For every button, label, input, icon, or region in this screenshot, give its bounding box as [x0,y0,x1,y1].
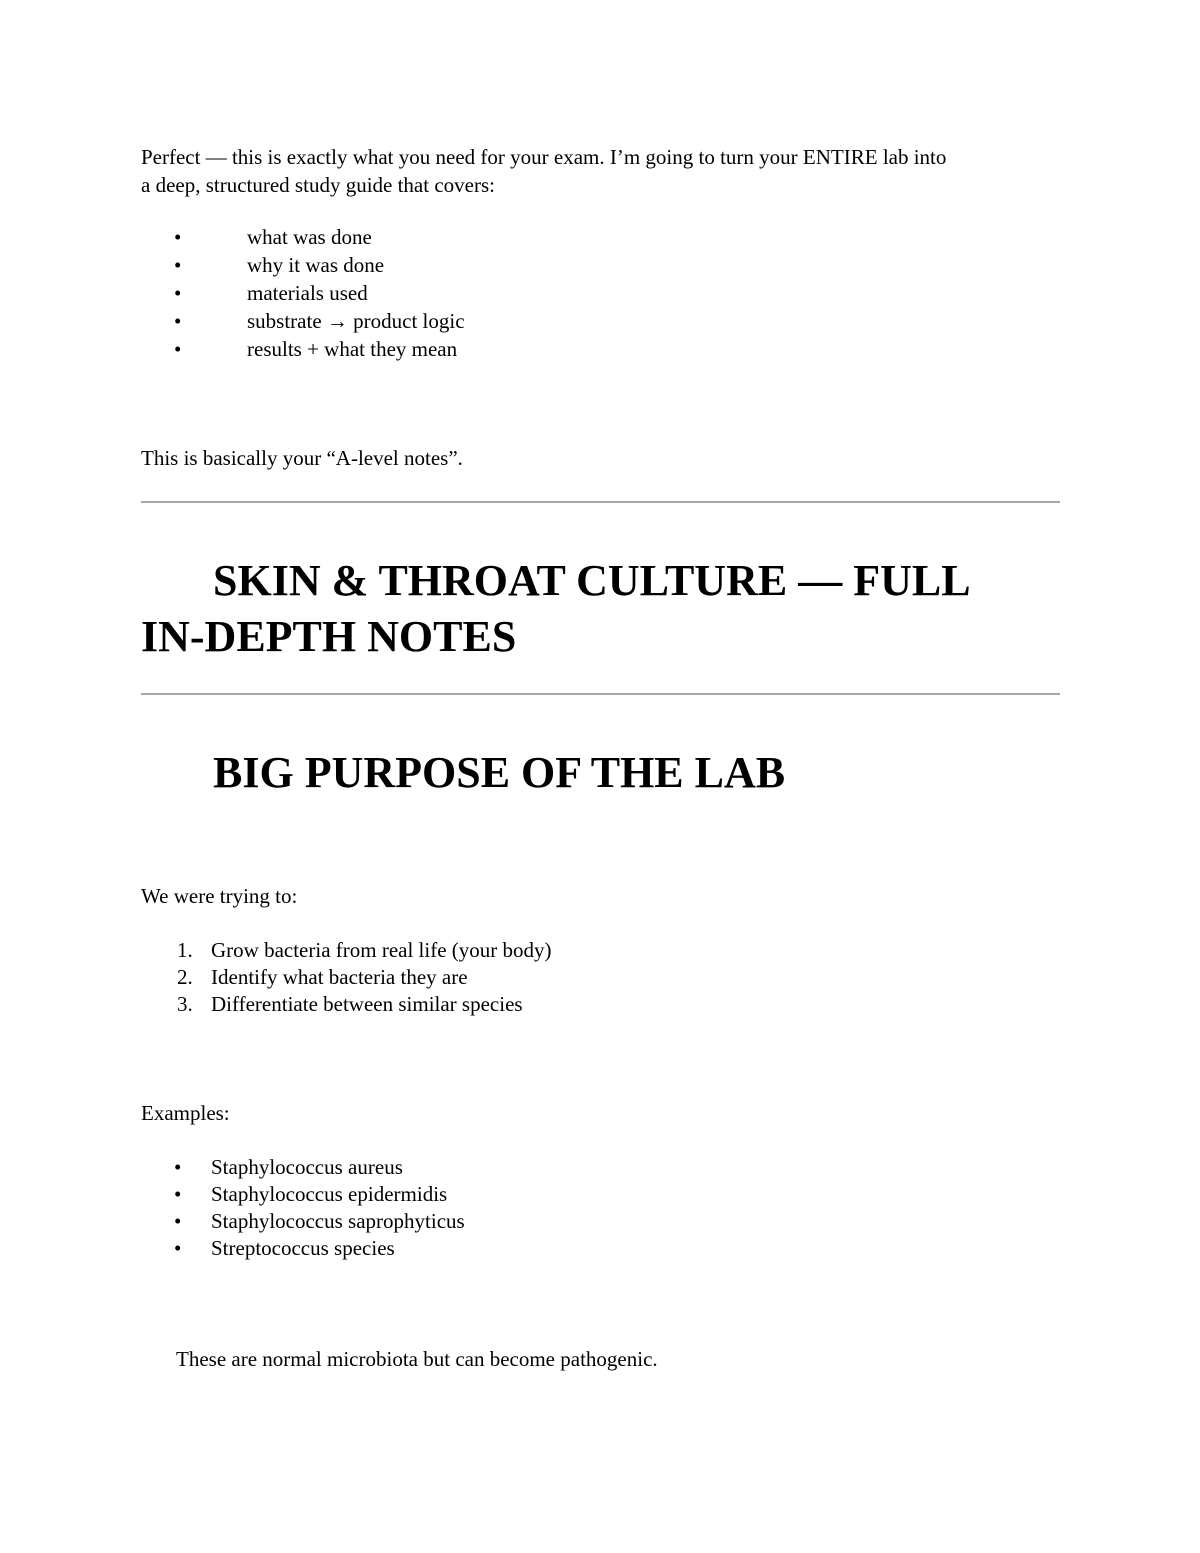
list-item [141,991,841,1018]
microbiota-note: These are normal microbiota but can become pathogenic. [176,1347,658,1371]
list-item-text: Differentiate between similar species [211,992,523,1016]
list-item-text: results + what they mean [247,337,458,361]
list-number: 1. [177,938,193,962]
list-item-text: what was done [247,225,372,249]
bullet-icon: • [174,225,182,249]
main-heading-line-2: IN-DEPTH NOTES [141,612,517,661]
bullet-icon: • [174,1236,182,1260]
bullet-icon: • [174,1155,182,1179]
list-item-text: Streptococcus species [211,1236,395,1260]
list-item [141,1208,841,1235]
list-item [141,279,741,307]
list-item-text: Identify what bacteria they are [211,965,468,989]
intro-line-1: Perfect — this is exactly what you need for your exam. I’m going to turn your ENTIRE lab into [141,145,947,169]
bullet-icon: • [174,1182,182,1206]
list-item [141,223,741,251]
list-item-text: Staphylococcus aureus [211,1155,403,1179]
horizontal-divider [141,693,1060,695]
list-number: 3. [177,992,193,1016]
intro-paragraph [141,143,1071,199]
examples-label: Examples: [141,1101,230,1125]
bullet-icon: • [174,309,182,333]
bullet-icon: • [174,1209,182,1233]
list-item-text: materials used [247,281,368,305]
intro-line-2: a deep, structured study guide that covers: [141,173,495,197]
list-item-text: Grow bacteria from real life (your body) [211,938,552,962]
a-level-note: This is basically your “A-level notes”. [141,446,463,470]
list-item [141,251,741,279]
list-item [141,964,841,991]
list-item [141,1154,841,1181]
bullet-icon: • [174,281,182,305]
purpose-numbered-list [141,937,841,1018]
list-item [141,335,741,363]
list-item [141,937,841,964]
list-item [141,307,741,335]
list-item-text: Staphylococcus epidermidis [211,1182,448,1206]
list-item-text: why it was done [247,253,385,277]
list-number: 2. [177,965,193,989]
list-item-text: Staphylococcus saprophyticus [211,1209,465,1233]
list-item [141,1235,841,1262]
examples-bullet-list [141,1154,841,1262]
horizontal-divider [141,501,1060,503]
list-item-text: substrate → product logic [247,309,465,333]
intro-bullet-list [141,223,741,363]
bullet-icon: • [174,253,182,277]
section-heading: BIG PURPOSE OF THE LAB [213,748,786,797]
purpose-lead: We were trying to: [141,884,298,908]
list-item [141,1181,841,1208]
main-heading-line-1: SKIN & THROAT CULTURE — FULL [213,556,971,605]
main-heading [141,553,1061,665]
bullet-icon: • [174,337,182,361]
